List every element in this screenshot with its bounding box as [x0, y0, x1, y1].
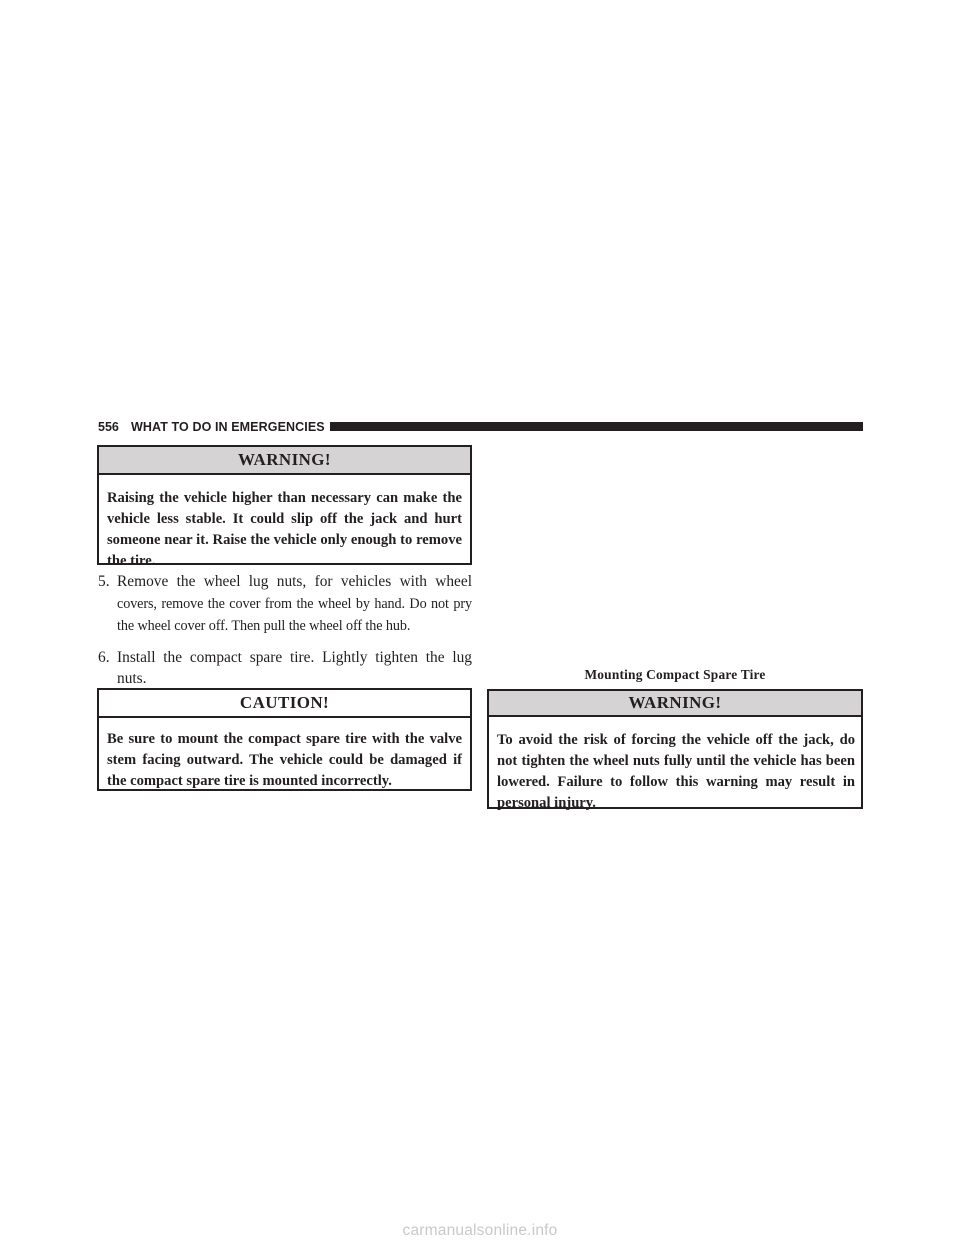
watermark: carmanualsonline.info [402, 1222, 558, 1239]
caution-box-valve-stem [97, 688, 472, 791]
step-6 [98, 647, 472, 690]
figure-placeholder [487, 445, 863, 660]
step-text [117, 571, 472, 638]
section-title: WHAT TO DO IN EMERGENCIES [131, 420, 325, 434]
step-text-part: Remove the wheel lug nuts, for vehicles with wheel [117, 573, 472, 590]
header-rule [330, 422, 863, 431]
step-number: 6. [98, 648, 110, 666]
warning-text: To avoid the risk of forcing the vehicle off the jack, do not tighten the wheel nuts fully until the vehicle has been lowered. Failure to follow this warning may result in personal injury. [497, 732, 855, 811]
figure-caption: Mounting Compact Spare Tire [584, 667, 766, 682]
warning-text: Raising the vehicle higher than necessary can make the vehicle less stable. It could slip off the jack and hurt someone near it. Raise the vehicle only enough to remove the tire. [107, 490, 462, 569]
warning-box-jack-height [97, 445, 472, 569]
warning-box-wheel-nuts [487, 689, 863, 809]
instruction-steps [98, 571, 472, 699]
step-number: 5. [98, 573, 110, 590]
warning-title: WARNING! [489, 691, 861, 717]
warning-title: WARNING! [99, 447, 470, 475]
step-text-part: covers, remove the cover from the wheel by hand. Do not [117, 595, 449, 612]
step-text-part: pry the wheel cover off. Then pull the wheel off the hub. [117, 595, 472, 634]
page-number: 556 [98, 420, 119, 434]
page-header [98, 419, 863, 435]
caution-text: Be sure to mount the compact spare tire with the valve stem facing outward. The vehicle could be damaged if the compact spare tire is mounted incorrectly. [107, 731, 462, 789]
step-5 [98, 571, 472, 638]
step-text: Install the compact spare tire. Lightly tighten the lug nuts. [117, 648, 472, 687]
caution-title: CAUTION! [99, 690, 470, 718]
